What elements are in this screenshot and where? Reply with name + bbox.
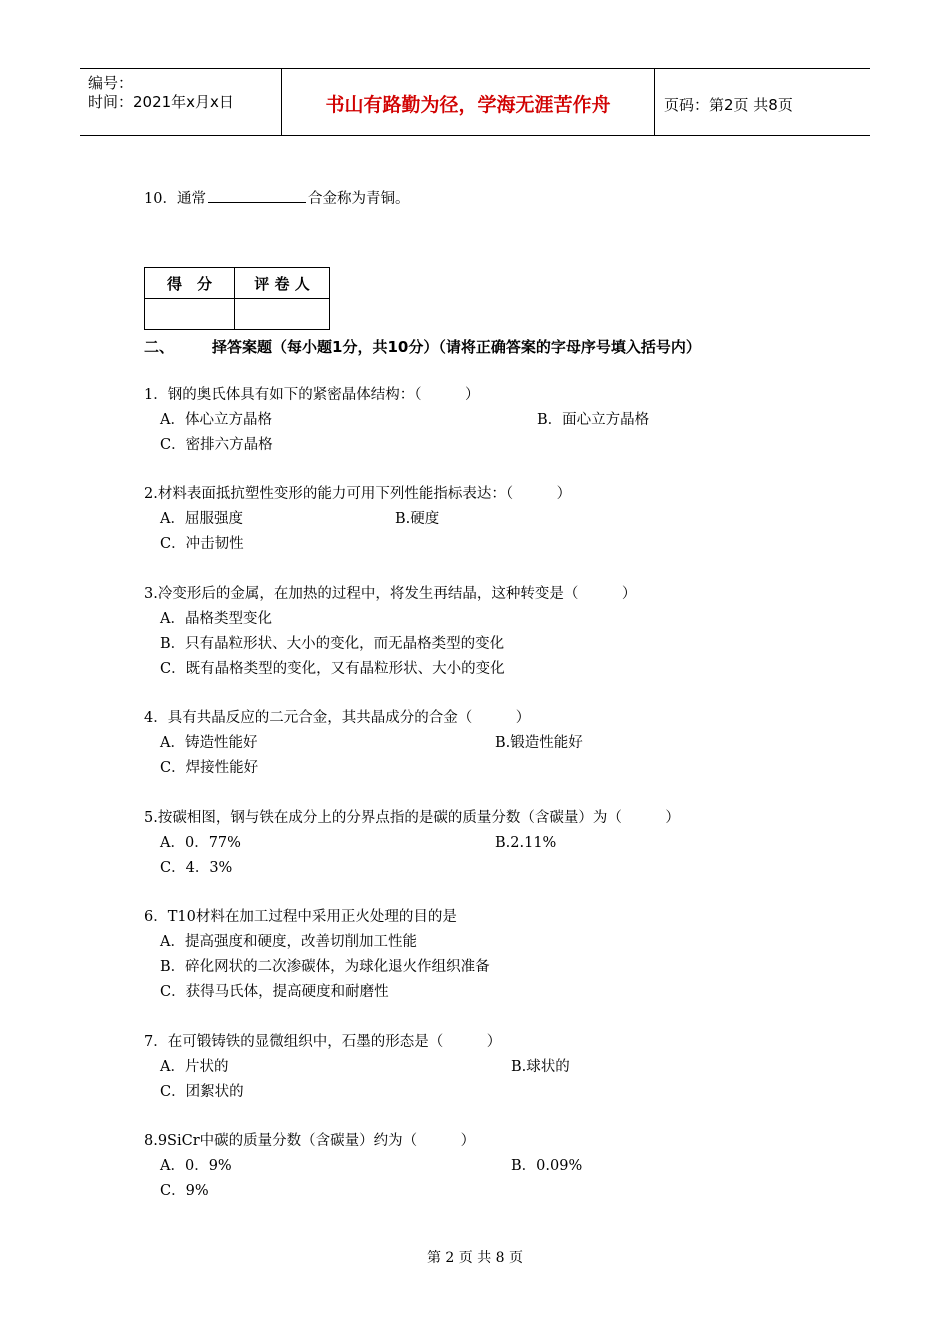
- option-b: B.2.11%: [495, 835, 557, 851]
- option-c: C．冲击韧性: [160, 536, 244, 552]
- option-b: B．0.09%: [511, 1158, 583, 1174]
- section-number: 二、: [144, 338, 175, 356]
- option-b: B．碎化网状的二次渗碳体，为球化退火作组织准备: [160, 959, 490, 975]
- option-c: C．4．3%: [160, 860, 233, 876]
- question-stem: 8.9SiCr中碳的质量分数（含碳量）约为（ ）: [144, 1133, 476, 1149]
- reviewer-header: 评 卷 人: [235, 268, 330, 299]
- option-b: B.硬度: [395, 511, 440, 527]
- score-table: [144, 267, 330, 330]
- option-b: B．面心立方晶格: [537, 412, 650, 428]
- page-footer: 第 2 页 共 8 页: [426, 1250, 524, 1266]
- option-b: B．只有晶粒形状、大小的变化，而无晶格类型的变化: [160, 636, 505, 652]
- header-time: 时间：2021年x月x日: [88, 93, 234, 111]
- question-stem: 1．钢的奥氏体具有如下的紧密晶体结构：（ ）: [144, 387, 480, 403]
- option-b: B.锻造性能好: [495, 735, 583, 751]
- question-10: [144, 188, 409, 208]
- option-a: A．0．77%: [160, 835, 241, 851]
- option-b: B.球状的: [511, 1059, 570, 1075]
- question-stem: 6．T10材料在加工过程中采用正火处理的目的是: [144, 909, 457, 925]
- question-stem: 4．具有共晶反应的二元合金，其共晶成分的合金（ ）: [144, 710, 531, 726]
- option-c: C．焊接性能好: [160, 760, 259, 776]
- option-c: C．团絮状的: [160, 1084, 244, 1100]
- option-c: C．密排六方晶格: [160, 437, 273, 453]
- header-motto: 书山有路勤为径，学海无涯苦作舟: [325, 94, 611, 116]
- question-stem: 7．在可锻铸铁的显微组织中，石墨的形态是（ ）: [144, 1034, 502, 1050]
- question-10-suffix: 合金称为青铜。: [307, 191, 410, 207]
- score-header: 得 分: [145, 268, 235, 299]
- question-stem: 5.按碳相图，钢与铁在成分上的分界点指的是碳的质量分数（含碳量）为（ ）: [144, 810, 680, 826]
- option-a: A．提高强度和硬度，改善切削加工性能: [160, 934, 417, 950]
- option-a: A．0．9%: [160, 1158, 232, 1174]
- reviewer-cell[interactable]: [235, 299, 330, 330]
- option-a: A．屈服强度: [160, 511, 243, 527]
- option-c: C．既有晶格类型的变化，又有晶粒形状、大小的变化: [160, 661, 505, 677]
- section-title: 择答案题（每小题1分，共10分）（请将正确答案的字母序号填入括号内）: [212, 338, 701, 356]
- question-stem: 3.冷变形后的金属，在加热的过程中，将发生再结晶，这种转变是（ ）: [144, 586, 637, 602]
- header-top-rule: [80, 68, 870, 69]
- option-a: A．片状的: [160, 1059, 229, 1075]
- header-page-info: 页码：第2页 共8页: [664, 96, 793, 114]
- answer-blank[interactable]: [208, 188, 306, 203]
- question-10-prefix: 10．通常: [144, 191, 206, 207]
- option-a: A．体心立方晶格: [160, 412, 272, 428]
- header-bottom-rule: [80, 135, 870, 136]
- option-c: C．获得马氏体，提高硬度和耐磨性: [160, 984, 389, 1000]
- header-divider-right: [654, 68, 655, 136]
- option-a: A．铸造性能好: [160, 735, 258, 751]
- score-cell[interactable]: [145, 299, 235, 330]
- question-stem: 2.材料表面抵抗塑性变形的能力可用下列性能指标表达：（ ）: [144, 486, 572, 502]
- header-divider-left: [281, 68, 282, 136]
- option-a: A．晶格类型变化: [160, 611, 272, 627]
- header-number: 编号：: [88, 74, 134, 92]
- section-heading: [144, 336, 701, 357]
- option-c: C．9%: [160, 1183, 209, 1199]
